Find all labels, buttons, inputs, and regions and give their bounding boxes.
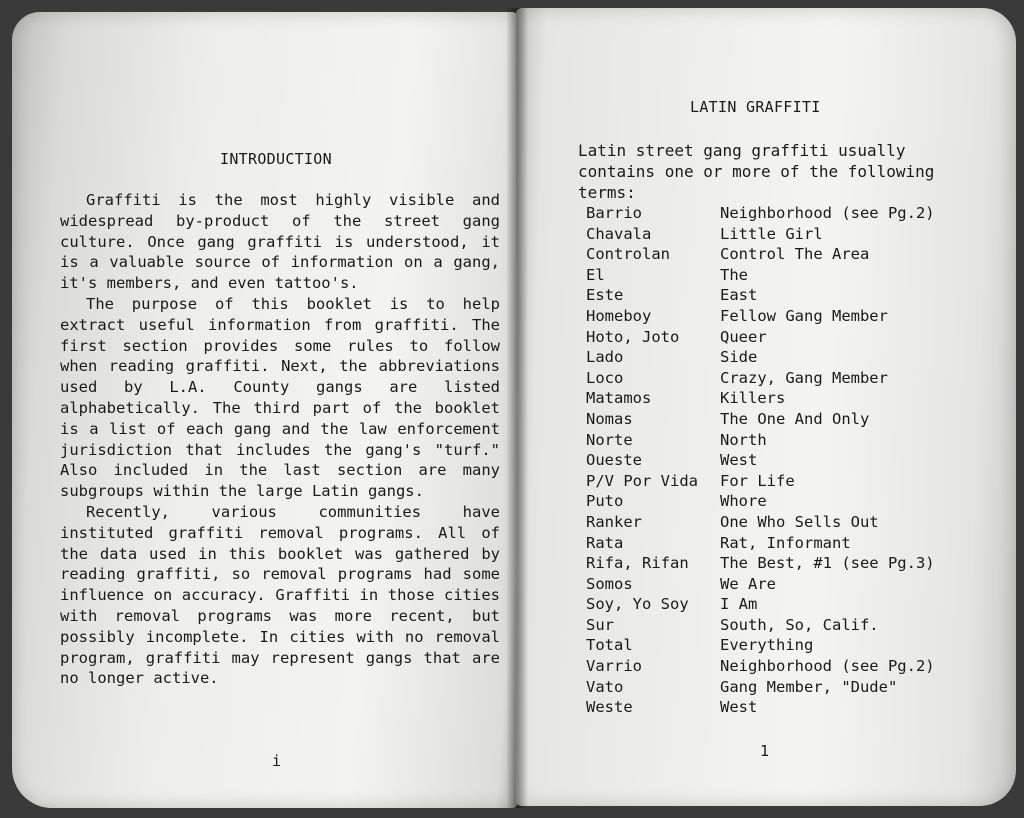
intro-paragraph-2: The purpose of this booklet is to help extract useful information from graffiti. The first section provides some rules to follow when reading graffiti. Next, the abbreviations used by L.A. County gangs are listed alphabetically. The third part of the booklet is a list of each gang and the law enforcement jurisdiction that includes the gang's "turf." Also included in the last section are many subgroups within the large Latin gangs. — [60, 294, 500, 501]
term-meaning: Gang Member, "Dude" — [720, 677, 898, 696]
term-row — [586, 409, 935, 430]
term-word: Varrio — [586, 657, 642, 676]
term-word: Hoto, Joto — [586, 327, 680, 346]
term-word: Soy, Yo Soy — [586, 595, 689, 614]
term-meaning: Side — [720, 348, 758, 367]
term-word: Este — [586, 286, 624, 305]
term-row — [586, 244, 935, 265]
term-meaning: The One And Only — [720, 409, 870, 428]
term-row — [586, 491, 935, 512]
term-meaning: I Am — [720, 595, 758, 614]
term-meaning: Queer — [720, 327, 767, 346]
term-row — [586, 697, 935, 718]
term-row — [586, 471, 935, 492]
term-meaning: We Are — [720, 574, 776, 593]
term-word: Vato — [586, 677, 624, 696]
term-row — [586, 430, 935, 451]
term-word: Weste — [586, 698, 633, 717]
term-word: Loco — [586, 368, 624, 387]
term-row — [586, 677, 935, 698]
term-row — [586, 656, 935, 677]
intro-paragraph-3: Recently, various communities have instituted graffiti removal programs. All of the data used in this booklet was gathered by reading graffiti, so removal programs had some influence on accuracy. Graffiti in those cities with removal programs was more recent, but possibly incomplete. In cities with no removal program, graffiti may represent gangs that are no longer active. — [60, 502, 500, 688]
book-gutter — [506, 8, 528, 808]
term-meaning: Whore — [720, 492, 767, 511]
term-word: Chavala — [586, 224, 652, 243]
term-row — [586, 388, 935, 409]
terms-list — [586, 203, 935, 718]
intro-paragraph-1: Graffiti is the most highly visible and widespread by-product of the street gang culture. Once gang graffiti is understood, it is a valuable source of information on a gang, it's members, and even tattoo's. — [60, 191, 500, 293]
term-meaning: One Who Sells Out — [720, 512, 879, 531]
term-row — [586, 224, 935, 245]
term-row — [586, 635, 935, 656]
term-row — [586, 615, 935, 636]
term-row — [586, 327, 935, 348]
term-meaning: Killers — [720, 389, 786, 408]
term-meaning: Crazy, Gang Member — [720, 368, 888, 387]
term-row — [586, 512, 935, 533]
term-word: Matamos — [586, 389, 652, 408]
term-row — [586, 203, 935, 224]
latin-graffiti-intro: Latin street gang graffiti usually contains one or more of the following terms: — [578, 141, 935, 202]
term-word: Sur — [586, 615, 614, 634]
left-page-number: i — [272, 752, 282, 770]
term-word: Controlan — [586, 245, 670, 264]
term-meaning: Rat, Informant — [720, 533, 851, 552]
term-word: El — [586, 265, 605, 284]
term-row — [586, 347, 935, 368]
term-meaning: The — [720, 265, 748, 284]
term-word: Barrio — [586, 204, 642, 222]
term-row — [586, 594, 935, 615]
term-word: Nomas — [586, 409, 633, 428]
term-meaning: Control The Area — [720, 245, 870, 264]
term-row — [586, 533, 935, 554]
term-meaning: Little Girl — [720, 224, 823, 243]
term-row — [586, 553, 935, 574]
term-row — [586, 285, 935, 306]
term-word: P/V Por Vida — [586, 471, 698, 490]
term-row — [586, 368, 935, 389]
term-word: Somos — [586, 574, 633, 593]
term-word: Rifa, Rifan — [586, 554, 689, 573]
term-word: Homeboy — [586, 306, 652, 325]
term-meaning: Everything — [720, 636, 814, 655]
term-word: Norte — [586, 430, 633, 449]
term-meaning: West — [720, 451, 758, 470]
term-meaning: East — [720, 286, 758, 305]
term-word: Ranker — [586, 512, 642, 531]
term-meaning: The Best, #1 (see Pg.3) — [720, 554, 935, 573]
term-word: Total — [586, 636, 633, 655]
term-meaning: West — [720, 698, 758, 717]
term-meaning: Neighborhood (see Pg.2) — [720, 657, 935, 676]
term-word: Rata — [586, 533, 624, 552]
term-meaning: For Life — [720, 471, 795, 490]
introduction-body — [60, 190, 500, 689]
term-word: Lado — [586, 348, 624, 367]
term-row — [586, 574, 935, 595]
term-row — [586, 450, 935, 471]
term-meaning: Fellow Gang Member — [720, 306, 888, 325]
latin-graffiti-heading: LATIN GRAFFITI — [690, 98, 821, 116]
term-word: Oueste — [586, 451, 642, 470]
term-meaning: North — [720, 430, 767, 449]
term-word: Puto — [586, 492, 624, 511]
term-row — [586, 306, 935, 327]
right-page-number: 1 — [760, 742, 770, 760]
term-meaning: South, So, Calif. — [720, 615, 879, 634]
introduction-heading: INTRODUCTION — [220, 150, 332, 168]
term-row — [586, 265, 935, 286]
term-meaning: Neighborhood (see Pg.2) — [720, 204, 935, 222]
